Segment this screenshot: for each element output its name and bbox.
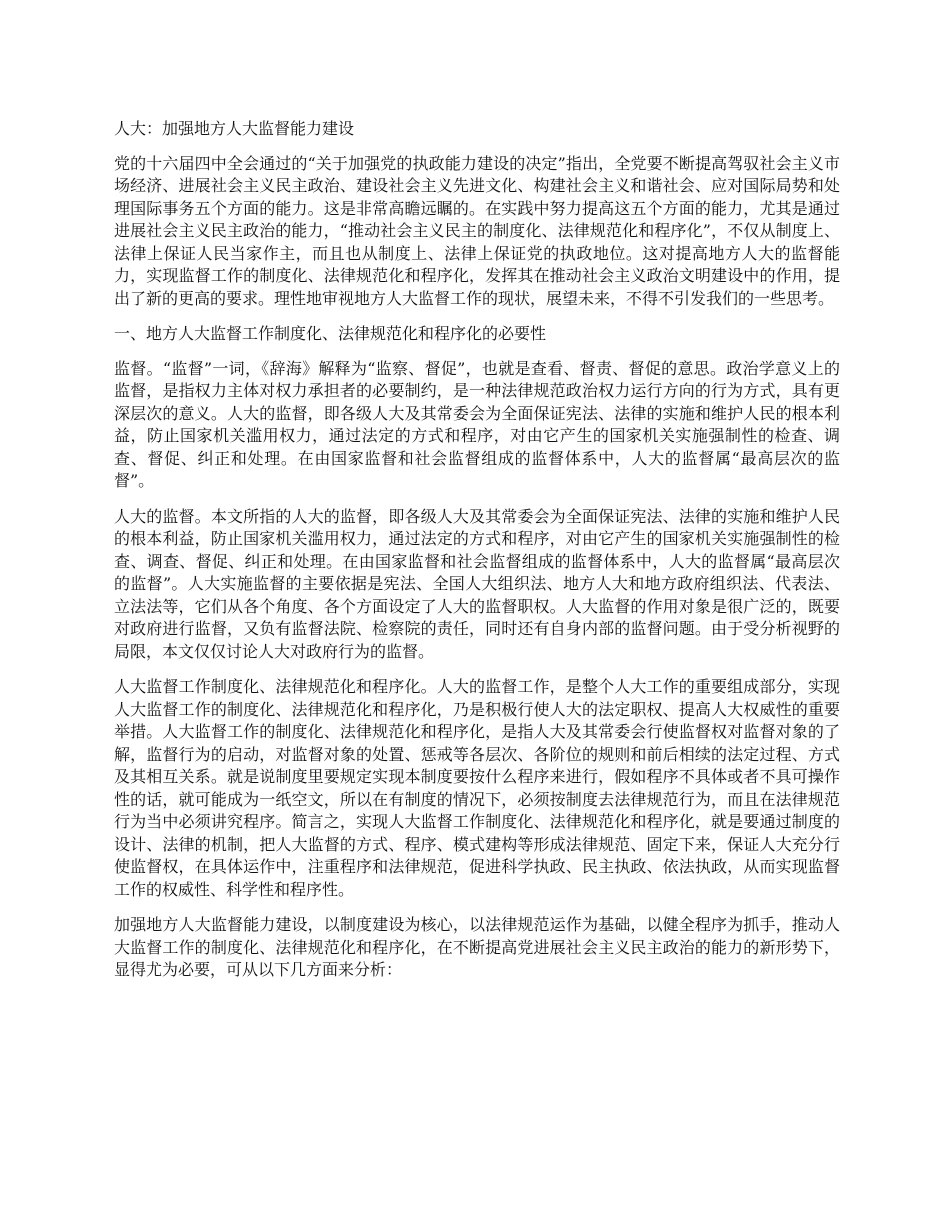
- npc-supervision-paragraph: 人大的监督。本文所指的人大的监督，即各级人大及其常委会为全面保证宪法、法律的实施和维护人民的根本利益，防止国家机关滥用权力，通过法定的方式和程序，对由它产生的国家机关实施强制性的检查、调查、督促、纠正和处理。在由国家监督和社会监督组成的监督体系中，人大的监督属“最高层次的监督”。人大实施监督的主要依据是宪法、全国人大组织法、地方人大和地方政府组织法、代表法、立法法等，它们从各个角度、各个方面设定了人大的监督职权。人大监督的作用对象是很广泛的，既要对政府进行监督，又负有监督法院、检察院的责任，同时还有自身内部的监督问题。由于受分析视野的局限，本文仅仅讨论人大对政府行为的监督。: [114, 506, 840, 661]
- institutionalization-paragraph: 人大监督工作制度化、法律规范化和程序化。人大的监督工作，是整个人大工作的重要组成部分，实现人大监督工作的制度化、法律规范化和程序化，乃是积极行使人大的法定职权、提高人大权威性的重要举措。人大监督工作的制度化、法律规范化和程序化，是指人大及其常委会行使监督权对监督对象的了解，监督行为的启动，对监督对象的处置、惩戒等各层次、各阶位的规则和前后相续的法定过程、方式及其相互关系。就是说制度里要规定实现本制度要按什么程序来进行，假如程序不具体或者不具可操作性的话，就可能成为一纸空文，所以在有制度的情况下，必须按制度去法律规范行为，而且在法律规范行为当中必须讲究程序。简言之，实现人大监督工作制度化、法律规范化和程序化，就是要通过制度的设计、法律的机制，把人大监督的方式、程序、模式建构等形成法律规范、固定下来，保证人大充分行使监督权，在具体运作中，注重程序和法律规范，促进科学执政、民主执政、依法执政，从而实现监督工作的权威性、科学性和程序性。: [114, 677, 840, 899]
- strengthen-capacity-paragraph: 加强地方人大监督能力建设，以制度建设为核心，以法律规范运作为基础，以健全程序为抓手，推动人大监督工作的制度化、法律规范化和程序化，在不断提高党进展社会主义民主政治的能力的新形势下，显得尤为必要，可从以下几方面来分析：: [114, 915, 840, 979]
- document-title: 人大：加强地方人大监督能力建设: [114, 119, 355, 138]
- document-page: [114, 118, 840, 995]
- section-heading: 一、地方人大监督工作制度化、法律规范化和程序化的必要性: [114, 324, 547, 343]
- supervision-definition-paragraph: 监督。“监督”一词，《辞海》解释为“监察、督促”，也就是查看、督责、督促的意思。政治学意义上的监督，是指权力主体对权力承担者的必要制约，是一种法律规范政治权力运行方向的行为方式，具有更深层次的意义。人大的监督，即各级人大及其常委会为全面保证宪法、法律的实施和维护人民的根本利益，防止国家机关滥用权力，通过法定的方式和程序，对由它产生的国家机关实施强制性的检查、调查、督促、纠正和处理。在由国家监督和社会监督组成的监督体系中，人大的监督属“最高层次的监督”。: [114, 358, 840, 490]
- intro-paragraph: 党的十六届四中全会通过的“关于加强党的执政能力建设的决定”指出，全党要不断提高驾驭社会主义市场经济、进展社会主义民主政治、建设社会主义先进文化、构建社会主义和谐社会、应对国际局势和处理国际事务五个方面的能力。这是非常高瞻远瞩的。在实践中努力提高这五个方面的能力，尤其是通过进展社会主义民主政治的能力，“推动社会主义民主的制度化、法律规范化和程序化”，不仅从制度上、法律上保证人民当家作主，而且也从制度上、法律上保证党的执政地位。这对提高地方人大的监督能力，实现监督工作的制度化、法律规范化和程序化，发挥其在推动社会主义政治文明建设中的作用，提出了新的更高的要求。理性地审视地方人大监督工作的现状，展望未来，不得不引发我们的一些思考。: [114, 153, 840, 308]
